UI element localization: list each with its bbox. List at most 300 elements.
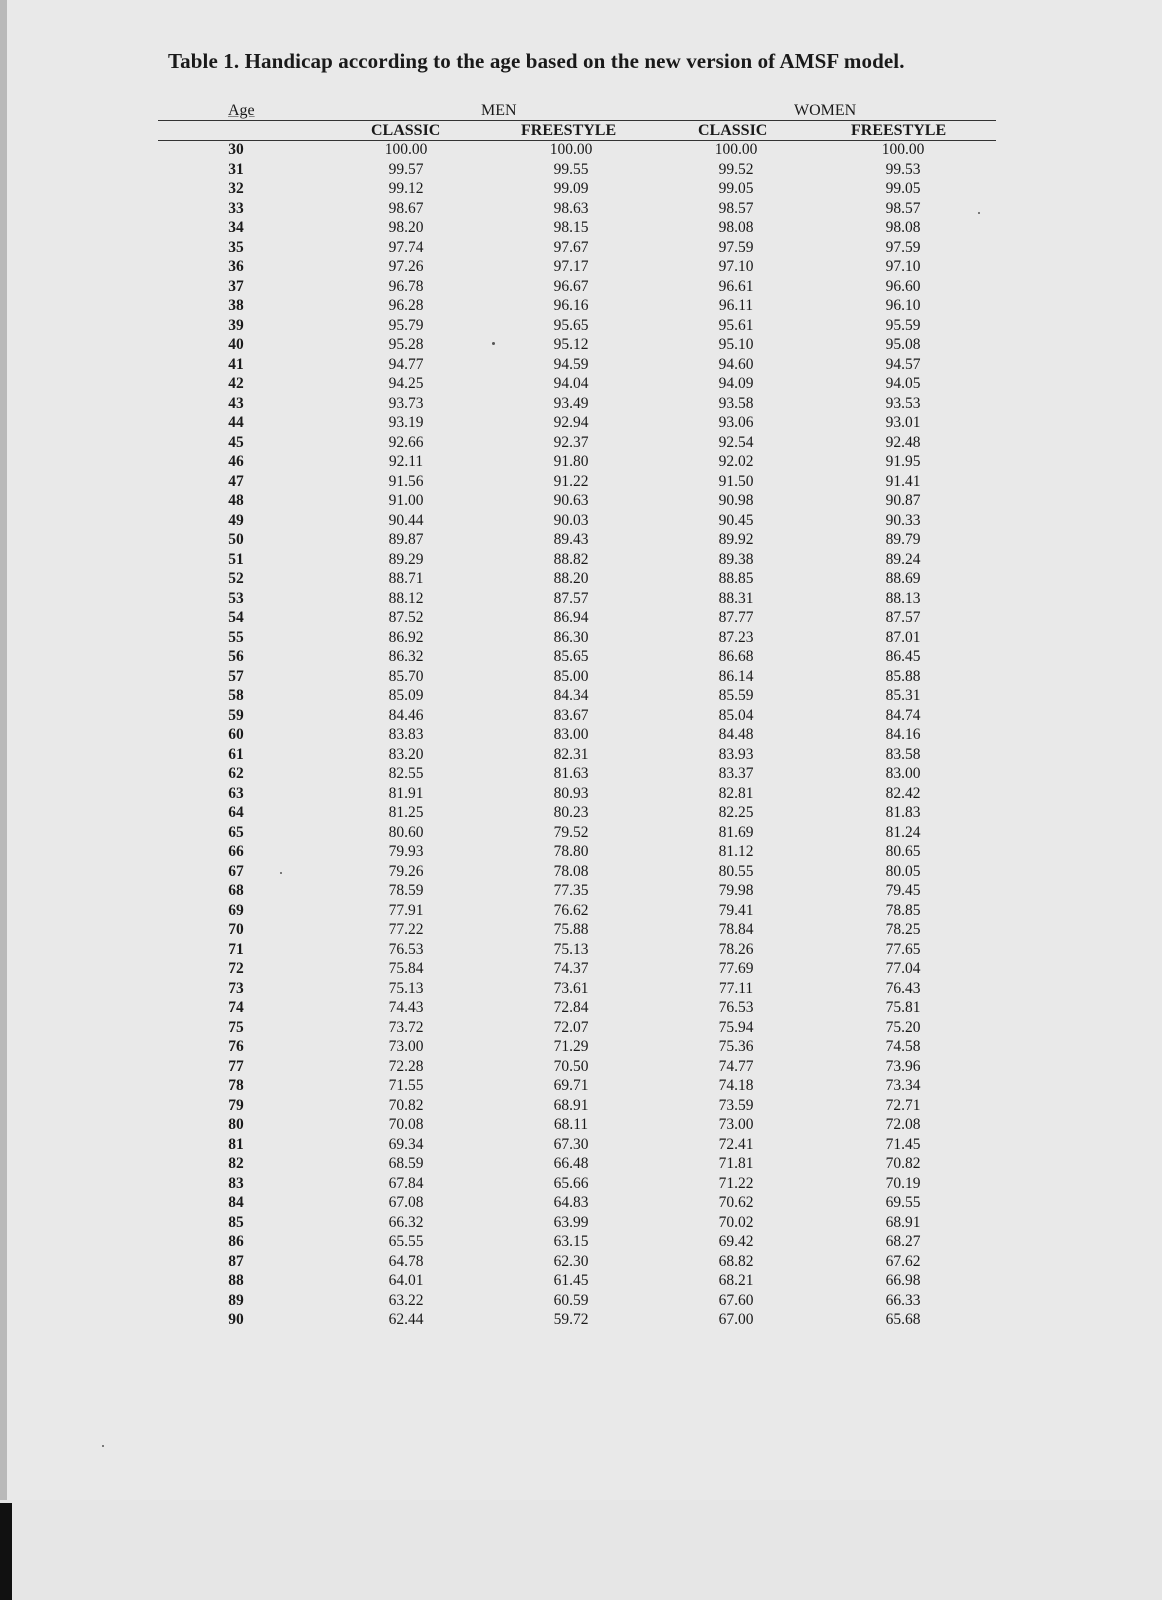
age-cell: 30 [228, 141, 244, 158]
table-row [158, 512, 996, 532]
table-row [158, 921, 996, 941]
men-classic-cell: 79.26 [388, 862, 424, 880]
age-cell: 76 [228, 1038, 244, 1055]
men-freestyle-cell: 87.57 [553, 589, 589, 607]
men-classic-cell: 81.25 [388, 804, 424, 821]
men-classic-cell: 91.00 [388, 492, 424, 509]
men-classic-cell: 93.73 [388, 394, 424, 412]
women-freestyle-cell: 80.65 [885, 843, 921, 860]
table-row [158, 239, 996, 259]
table-row [158, 863, 996, 883]
men-freestyle-cell: 94.04 [553, 375, 589, 392]
men-freestyle-cell: 79.52 [553, 823, 589, 841]
women-classic-cell: 91.50 [718, 472, 754, 490]
men-freestyle-cell: 100.00 [549, 141, 593, 158]
age-cell: 33 [228, 199, 244, 217]
women-classic-cell: 78.84 [718, 921, 754, 938]
men-classic-cell: 73.72 [388, 1018, 424, 1036]
age-cell: 42 [228, 375, 244, 392]
men-classic-cell: 76.53 [388, 940, 424, 958]
table-row [158, 1097, 996, 1117]
age-cell: 43 [228, 394, 244, 412]
women-freestyle-cell: 99.53 [885, 160, 921, 178]
men-freestyle-cell: 75.88 [553, 921, 589, 938]
men-classic-cell: 84.46 [388, 706, 424, 724]
men-freestyle-cell: 92.94 [553, 414, 589, 431]
men-freestyle-cell: 65.66 [553, 1174, 589, 1192]
men-classic-cell: 64.78 [388, 1252, 424, 1270]
men-classic-cell: 95.79 [388, 316, 424, 334]
age-cell: 82 [228, 1155, 244, 1172]
men-classic-cell: 97.74 [388, 238, 424, 256]
women-freestyle-cell: 74.58 [885, 1038, 921, 1055]
men-freestyle-cell: 81.63 [553, 765, 589, 782]
men-freestyle-cell: 85.65 [553, 648, 589, 665]
table-row [158, 609, 996, 629]
women-classic-cell: 67.60 [718, 1291, 754, 1309]
men-classic-cell: 79.93 [388, 843, 424, 860]
table-row [158, 570, 996, 590]
age-cell: 39 [228, 316, 244, 334]
women-freestyle-cell: 86.45 [885, 648, 921, 665]
table-row [158, 1311, 996, 1331]
column-header-row [158, 121, 996, 140]
women-classic-cell: 87.77 [718, 609, 754, 626]
men-freestyle-cell: 96.67 [553, 277, 589, 295]
women-freestyle-cell: 85.31 [885, 687, 921, 704]
age-cell: 85 [228, 1213, 244, 1231]
women-classic-cell: 93.58 [718, 394, 754, 412]
age-cell: 90 [228, 1311, 244, 1328]
women-classic-cell: 70.62 [718, 1194, 754, 1211]
table-row [158, 1272, 996, 1292]
women-freestyle-cell: 89.79 [885, 531, 921, 548]
table-row [158, 473, 996, 493]
age-cell: 63 [228, 784, 244, 802]
men-classic-cell: 69.34 [388, 1135, 424, 1153]
men-freestyle-cell: 68.11 [553, 1116, 589, 1133]
women-classic-cell: 95.61 [718, 316, 754, 334]
table-row [158, 200, 996, 220]
women-freestyle-cell: 72.08 [885, 1116, 921, 1133]
women-classic-cell: 100.00 [714, 141, 758, 158]
men-freestyle-cell: 93.49 [553, 394, 589, 412]
women-freestyle-cell: 73.34 [885, 1077, 921, 1094]
women-classic-cell: 81.12 [718, 843, 754, 860]
age-cell: 45 [228, 433, 244, 451]
women-freestyle-cell: 71.45 [885, 1135, 921, 1153]
women-freestyle-cell: 100.00 [881, 141, 925, 158]
women-freestyle-cell: 66.98 [885, 1272, 921, 1289]
age-cell: 84 [228, 1194, 244, 1211]
men-freestyle-cell: 67.30 [553, 1135, 589, 1153]
table-row [158, 980, 996, 1000]
women-classic-cell: 78.26 [718, 940, 754, 958]
men-classic-cell: 97.26 [388, 258, 424, 275]
men-classic-cell: 77.91 [388, 901, 424, 919]
women-classic-cell: 80.55 [718, 862, 754, 880]
men-classic-cell: 65.55 [388, 1233, 424, 1250]
table-row [158, 551, 996, 571]
men-freestyle-cell: 88.82 [553, 550, 589, 568]
age-cell: 38 [228, 297, 244, 314]
age-cell: 88 [228, 1272, 244, 1289]
women-classic-cell: 77.69 [718, 960, 754, 977]
men-header: MEN [481, 102, 517, 119]
table-row [158, 317, 996, 337]
men-classic-cell: 82.55 [388, 765, 424, 782]
table-row [158, 1116, 996, 1136]
age-cell: 74 [228, 999, 244, 1016]
scan-speck [492, 342, 495, 345]
women-freestyle-cell: 77.65 [885, 940, 921, 958]
women-freestyle-cell: 99.05 [885, 180, 921, 197]
age-cell: 47 [228, 472, 244, 490]
men-freestyle-cell: 96.16 [553, 297, 589, 314]
men-freestyle-cell: 68.91 [553, 1096, 589, 1114]
men-freestyle-cell: 73.61 [553, 979, 589, 997]
table-row [158, 941, 996, 961]
table-row [158, 804, 996, 824]
women-freestyle-cell: 88.13 [885, 589, 921, 607]
men-freestyle-cell: 95.65 [553, 316, 589, 334]
age-cell: 32 [228, 180, 244, 197]
age-cell: 62 [228, 765, 244, 782]
table-row [158, 687, 996, 707]
women-classic-cell: 76.53 [718, 999, 754, 1016]
women-freestyle-cell: 76.43 [885, 979, 921, 997]
men-freestyle-cell: 86.30 [553, 628, 589, 646]
men-freestyle-cell: 64.83 [553, 1194, 589, 1211]
women-classic-cell: 82.81 [718, 784, 754, 802]
table-body [158, 141, 996, 1331]
men-freestyle-cell: 95.12 [553, 336, 589, 353]
age-cell: 31 [228, 160, 244, 178]
men-classic-cell: 64.01 [388, 1272, 424, 1289]
age-cell: 69 [228, 901, 244, 919]
table-row [158, 746, 996, 766]
women-freestyle-cell: 89.24 [885, 550, 921, 568]
men-classic-cell: 89.29 [388, 550, 424, 568]
men-classic-cell: 94.25 [388, 375, 424, 392]
women-freestyle-cell: 78.25 [885, 921, 921, 938]
men-classic-cell: 62.44 [388, 1311, 424, 1328]
age-cell: 40 [228, 336, 244, 353]
men-classic-cell: 66.32 [388, 1213, 424, 1231]
age-cell: 79 [228, 1096, 244, 1114]
women-classic-cell: 84.48 [718, 726, 754, 743]
women-classic-cell: 95.10 [718, 336, 754, 353]
table-row [158, 902, 996, 922]
men-freestyle-cell: 83.00 [553, 726, 589, 743]
age-cell: 71 [228, 940, 244, 958]
women-freestyle-cell: 95.08 [885, 336, 921, 353]
women-freestyle-cell: 90.87 [885, 492, 921, 509]
age-cell: 41 [228, 355, 244, 373]
men-classic-cell: 78.59 [388, 882, 424, 899]
men-classic-cell: 68.59 [388, 1155, 424, 1172]
women-classic-cell: 89.38 [718, 550, 754, 568]
table-row [158, 960, 996, 980]
men-classic-cell: 85.70 [388, 667, 424, 685]
women-freestyle-cell: 80.05 [885, 862, 921, 880]
men-freestyle-cell: 97.67 [553, 238, 589, 256]
women-classic-cell: 85.59 [718, 687, 754, 704]
age-cell: 49 [228, 511, 244, 529]
women-freestyle-cell: 85.88 [885, 667, 921, 685]
women-freestyle-cell: 83.00 [885, 765, 921, 782]
men-classic-cell: 63.22 [388, 1291, 424, 1309]
table-row [158, 161, 996, 181]
women-freestyle-cell: 97.59 [885, 238, 921, 256]
women-classic-cell: 86.68 [718, 648, 754, 665]
men-classic-cell: 96.78 [388, 277, 424, 295]
women-classic-cell: 68.21 [718, 1272, 754, 1289]
table-row [158, 824, 996, 844]
table-row [158, 180, 996, 200]
table-row [158, 1233, 996, 1253]
women-freestyle-cell: 70.82 [885, 1155, 921, 1172]
age-cell: 56 [228, 648, 244, 665]
men-freestyle-cell: 78.08 [553, 862, 589, 880]
age-cell: 83 [228, 1174, 244, 1192]
men-classic-cell: 74.43 [388, 999, 424, 1016]
age-cell: 87 [228, 1252, 244, 1270]
men-freestyle-cell: 62.30 [553, 1252, 589, 1270]
scan-left-edge [0, 0, 7, 1600]
women-freestyle-cell: 93.01 [885, 414, 921, 431]
men-freestyle-cell: 86.94 [553, 609, 589, 626]
age-cell: 70 [228, 921, 244, 938]
men-freestyle-cell: 89.43 [553, 531, 589, 548]
men-classic-cell: 85.09 [388, 687, 424, 704]
women-classic-cell: 97.10 [718, 258, 754, 275]
handicap-table [158, 100, 996, 1331]
men-freestyle-cell: 98.63 [553, 199, 589, 217]
women-classic-cell: 74.77 [718, 1057, 754, 1075]
women-freestyle-cell: 93.53 [885, 394, 921, 412]
age-cell: 36 [228, 258, 244, 275]
women-classic-cell: 68.82 [718, 1252, 754, 1270]
men-classic-cell: 67.84 [388, 1174, 424, 1192]
men-freestyle-cell: 72.84 [553, 999, 589, 1016]
men-freestyle-cell: 78.80 [553, 843, 589, 860]
table-row [158, 590, 996, 610]
table-title: Table 1. Handicap according to the age based on the new version of AMSF model. [168, 49, 905, 73]
men-classic-cell: 67.08 [388, 1194, 424, 1211]
table-row [158, 531, 996, 551]
table-row [158, 629, 996, 649]
men-classic-cell: 77.22 [388, 921, 424, 938]
age-cell: 52 [228, 570, 244, 587]
women-freestyle-cell: 70.19 [885, 1174, 921, 1192]
men-classic-header: CLASSIC [371, 122, 441, 139]
women-freestyle-cell: 87.57 [885, 609, 921, 626]
age-cell: 67 [228, 862, 244, 880]
men-freestyle-cell: 80.23 [553, 804, 589, 821]
women-classic-cell: 98.08 [718, 219, 754, 236]
women-classic-cell: 98.57 [718, 199, 754, 217]
women-classic-cell: 87.23 [718, 628, 754, 646]
women-freestyle-cell: 72.71 [885, 1096, 921, 1114]
men-classic-cell: 73.00 [388, 1038, 424, 1055]
table-row [158, 336, 996, 356]
men-freestyle-header: FREESTYLE [521, 122, 617, 139]
men-classic-cell: 88.12 [388, 589, 424, 607]
age-cell: 72 [228, 960, 244, 977]
table-row [158, 1214, 996, 1234]
women-classic-cell: 74.18 [718, 1077, 754, 1094]
women-freestyle-cell: 81.83 [885, 804, 921, 821]
age-cell: 50 [228, 531, 244, 548]
men-classic-cell: 89.87 [388, 531, 424, 548]
women-classic-header: CLASSIC [698, 122, 768, 139]
men-freestyle-cell: 70.50 [553, 1057, 589, 1075]
men-classic-cell: 93.19 [388, 414, 424, 431]
women-freestyle-cell: 79.45 [885, 882, 921, 899]
women-classic-cell: 96.11 [718, 297, 754, 314]
age-cell: 58 [228, 687, 244, 704]
age-cell: 75 [228, 1018, 244, 1036]
age-cell: 66 [228, 843, 244, 860]
men-freestyle-cell: 76.62 [553, 901, 589, 919]
women-freestyle-cell: 91.41 [885, 472, 921, 490]
women-classic-cell: 88.31 [718, 589, 754, 607]
men-freestyle-cell: 72.07 [553, 1018, 589, 1036]
men-classic-cell: 70.82 [388, 1096, 424, 1114]
men-classic-cell: 72.28 [388, 1057, 424, 1075]
age-cell: 65 [228, 823, 244, 841]
women-classic-cell: 94.60 [718, 355, 754, 373]
women-freestyle-cell: 68.27 [885, 1233, 921, 1250]
age-cell: 48 [228, 492, 244, 509]
age-cell: 89 [228, 1291, 244, 1309]
men-freestyle-cell: 98.15 [553, 219, 589, 236]
table-row [158, 258, 996, 278]
women-classic-cell: 96.61 [718, 277, 754, 295]
age-cell: 86 [228, 1233, 244, 1250]
women-freestyle-cell: 68.91 [885, 1213, 921, 1231]
age-cell: 81 [228, 1135, 244, 1153]
age-cell: 59 [228, 706, 244, 724]
men-classic-cell: 70.08 [388, 1116, 424, 1133]
men-classic-cell: 75.13 [388, 979, 424, 997]
women-freestyle-cell: 67.62 [885, 1252, 921, 1270]
women-freestyle-cell: 66.33 [885, 1291, 921, 1309]
scan-bottom-edge [0, 1503, 12, 1600]
age-cell: 54 [228, 609, 244, 626]
women-freestyle-header: FREESTYLE [851, 122, 947, 139]
men-classic-cell: 71.55 [388, 1077, 424, 1094]
table-row [158, 1019, 996, 1039]
women-freestyle-cell: 75.81 [885, 999, 921, 1016]
table-row [158, 1077, 996, 1097]
men-classic-cell: 92.11 [388, 453, 424, 470]
women-classic-cell: 90.98 [718, 492, 754, 509]
women-classic-cell: 94.09 [718, 375, 754, 392]
women-freestyle-cell: 73.96 [885, 1057, 921, 1075]
age-cell: 73 [228, 979, 244, 997]
women-classic-cell: 67.00 [718, 1311, 754, 1328]
women-freestyle-cell: 77.04 [885, 960, 921, 977]
men-freestyle-cell: 61.45 [553, 1272, 589, 1289]
table-row [158, 1155, 996, 1175]
women-freestyle-cell: 94.57 [885, 355, 921, 373]
men-classic-cell: 98.20 [388, 219, 424, 236]
page-bottom-margin [0, 1500, 1162, 1600]
women-classic-cell: 82.25 [718, 804, 754, 821]
age-cell: 53 [228, 589, 244, 607]
scan-speck [102, 1445, 104, 1447]
men-freestyle-cell: 99.09 [553, 180, 589, 197]
men-classic-cell: 90.44 [388, 511, 424, 529]
men-freestyle-cell: 88.20 [553, 570, 589, 587]
table-row [158, 882, 996, 902]
women-classic-cell: 93.06 [718, 414, 754, 431]
age-cell: 37 [228, 277, 244, 295]
women-classic-cell: 83.93 [718, 745, 754, 763]
women-classic-cell: 72.41 [718, 1135, 754, 1153]
men-classic-cell: 75.84 [388, 960, 424, 977]
men-classic-cell: 83.20 [388, 745, 424, 763]
men-classic-cell: 94.77 [388, 355, 424, 373]
men-classic-cell: 86.32 [388, 648, 424, 665]
women-freestyle-cell: 90.33 [885, 511, 921, 529]
table-row [158, 1175, 996, 1195]
men-freestyle-cell: 69.71 [553, 1077, 589, 1094]
age-header: Age [228, 102, 255, 119]
table-row [158, 1058, 996, 1078]
age-cell: 34 [228, 219, 244, 236]
age-cell: 61 [228, 745, 244, 763]
men-freestyle-cell: 99.55 [553, 160, 589, 178]
women-classic-cell: 97.59 [718, 238, 754, 256]
women-classic-cell: 88.85 [718, 570, 754, 587]
scan-speck [978, 212, 980, 214]
men-freestyle-cell: 91.80 [553, 453, 589, 470]
men-classic-cell: 81.91 [388, 784, 424, 802]
women-freestyle-cell: 78.85 [885, 901, 921, 919]
women-classic-cell: 73.00 [718, 1116, 754, 1133]
age-cell: 55 [228, 628, 244, 646]
women-header: WOMEN [794, 102, 857, 119]
women-freestyle-cell: 65.68 [885, 1311, 921, 1328]
men-classic-cell: 92.66 [388, 433, 424, 451]
women-classic-cell: 81.69 [718, 823, 754, 841]
women-classic-cell: 99.52 [718, 160, 754, 178]
group-header-row [158, 100, 996, 120]
men-classic-cell: 95.28 [388, 336, 424, 353]
men-freestyle-cell: 90.63 [553, 492, 589, 509]
table-row [158, 278, 996, 298]
women-classic-cell: 92.02 [718, 453, 754, 470]
men-classic-cell: 99.12 [388, 180, 424, 197]
men-classic-cell: 86.92 [388, 628, 424, 646]
women-classic-cell: 75.94 [718, 1018, 754, 1036]
women-freestyle-cell: 96.60 [885, 277, 921, 295]
men-freestyle-cell: 59.72 [553, 1311, 589, 1328]
men-classic-cell: 87.52 [388, 609, 424, 626]
men-classic-cell: 98.67 [388, 199, 424, 217]
men-freestyle-cell: 60.59 [553, 1291, 589, 1309]
men-classic-cell: 100.00 [384, 141, 428, 158]
table-row [158, 668, 996, 688]
men-freestyle-cell: 63.15 [553, 1233, 589, 1250]
men-classic-cell: 88.71 [388, 570, 424, 587]
women-classic-cell: 86.14 [718, 667, 754, 685]
women-classic-cell: 75.36 [718, 1038, 754, 1055]
men-freestyle-cell: 84.34 [553, 687, 589, 704]
